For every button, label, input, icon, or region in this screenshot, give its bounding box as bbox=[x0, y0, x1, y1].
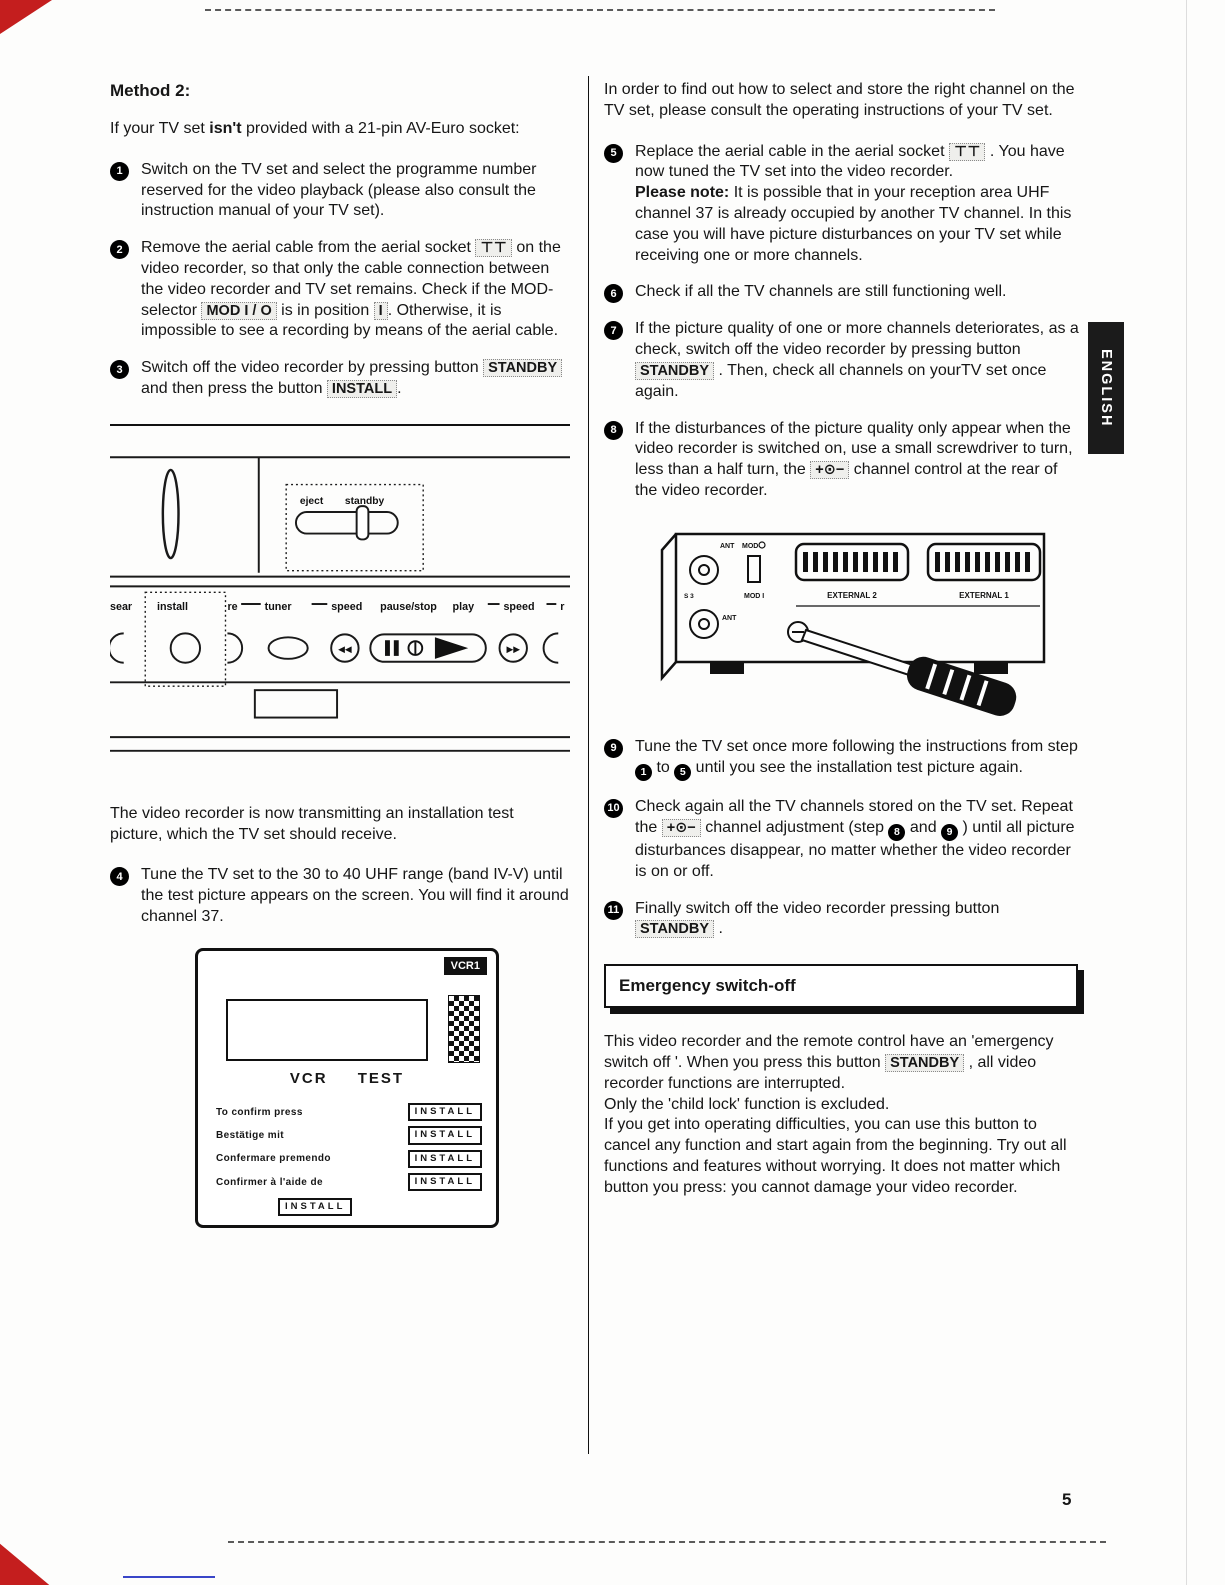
step-ref-badge: 9 bbox=[941, 824, 958, 841]
scan-red-corner-top bbox=[0, 0, 52, 34]
pause-stop-label: pause/stop bbox=[380, 600, 437, 613]
intro-paragraph: If your TV set isn't provided with a 21-pin AV-Euro socket: bbox=[110, 120, 520, 138]
ant-label-bottom: ANT bbox=[722, 614, 737, 622]
install-button-box-bottom: INSTALL bbox=[278, 1198, 352, 1216]
step-number-badge: 11 bbox=[604, 901, 623, 920]
confirm-row bbox=[216, 1103, 482, 1121]
play-icon bbox=[435, 637, 468, 659]
antenna-socket-top bbox=[690, 556, 718, 584]
play-label: play bbox=[452, 600, 475, 613]
fast-forward-icon: ▶▶ bbox=[506, 643, 520, 654]
external-2-label: EXTERNAL 2 bbox=[827, 590, 877, 600]
emergency-switch-off-heading-box bbox=[604, 964, 1078, 1008]
transmit-note: The video recorder is now transmitting an installation test picture, which the TV set should receive. bbox=[110, 804, 514, 843]
mod-i-label: MOD I bbox=[744, 592, 765, 600]
device-button-badge: STANDBY bbox=[635, 362, 714, 380]
install-button-box: INSTALL bbox=[408, 1150, 482, 1168]
device-button-badge: +⊙− bbox=[662, 819, 701, 837]
step-5 bbox=[604, 142, 1082, 267]
eject-label: eject bbox=[299, 496, 324, 508]
step-10 bbox=[604, 797, 1082, 883]
mod-label-top: MOD bbox=[742, 542, 759, 550]
install-button-box: INSTALL bbox=[408, 1126, 482, 1144]
panel-icons bbox=[338, 637, 520, 659]
step-text: Switch on the TV set and select the programme number reserved for the video playback (please also consult the instruction manual of your TV set). bbox=[141, 160, 537, 220]
cassette-slot bbox=[163, 470, 179, 558]
scan-red-corner-bottom bbox=[0, 1526, 58, 1585]
step-text: Check again all the TV channels stored on the TV set. Repeat the +⊙− channel adjustment (step 8 and 9 ) until all picture disturbances disappear, no matter whether the video recorder is on or off. bbox=[635, 797, 1075, 880]
step-ref-badge: 5 bbox=[674, 764, 691, 781]
s3-label: S 3 bbox=[684, 592, 694, 600]
step-text: Replace the aerial cable in the aerial socket ⊤⊤ . You have now tuned the TV set into the video recorder. Please note: It is possible that in your reception area UHF channel 37 is already occupied by another TV channel. In this case you will have picture disturbances on your TV set while receiving one or more channels. bbox=[635, 142, 1072, 264]
standby-label: standby bbox=[344, 496, 385, 508]
section-heading: Method 2: bbox=[110, 81, 191, 100]
emphasis-text: isn't bbox=[209, 120, 242, 138]
confirm-label-de: Bestätige mit bbox=[216, 1129, 284, 1141]
standby-button-shape bbox=[296, 512, 398, 534]
column-divider bbox=[588, 76, 589, 1454]
confirm-row bbox=[216, 1150, 482, 1168]
step-number-badge: 3 bbox=[110, 360, 129, 379]
screwdriver-shaft bbox=[802, 630, 916, 676]
test-pattern-box bbox=[226, 999, 428, 1061]
device-button-badge: INSTALL bbox=[327, 380, 397, 398]
external-1-label: EXTERNAL 1 bbox=[959, 590, 1009, 600]
confirm-label-fr: Confirmer à l'aide de bbox=[216, 1176, 323, 1188]
step-text: If the picture quality of one or more channels deteriorates, as a check, switch off the video recorder by pressing button STANDBY . Then, check all channels on yourTV set once again. bbox=[635, 320, 1079, 400]
edge-button-right bbox=[544, 633, 559, 662]
step-text: Finally switch off the video recorder pressing button STANDBY . bbox=[635, 899, 1000, 938]
antenna-sockets bbox=[690, 542, 808, 642]
step-number-badge: 8 bbox=[604, 421, 623, 440]
page-edge-shadow bbox=[1186, 0, 1187, 1585]
step-number-badge: 7 bbox=[604, 321, 623, 340]
vcr-rear-panel-diagram bbox=[648, 518, 1068, 723]
device-button-badge: I bbox=[374, 302, 388, 320]
speed-label: speed bbox=[503, 600, 535, 613]
tv-test-screen-diagram bbox=[195, 948, 499, 1228]
rec-label: r bbox=[560, 600, 565, 613]
device-button-badge: ⊤⊤ bbox=[949, 143, 986, 161]
antenna-socket-bottom bbox=[690, 610, 718, 638]
right-column bbox=[604, 80, 1082, 1219]
step-6 bbox=[604, 282, 1082, 303]
step-number-badge: 10 bbox=[604, 799, 623, 818]
separator-line bbox=[110, 424, 570, 426]
checker-pattern bbox=[448, 995, 480, 1063]
step-3 bbox=[110, 358, 570, 400]
record-label: re bbox=[227, 600, 238, 613]
step-number-badge: 6 bbox=[604, 284, 623, 303]
step-text: Tune the TV set to the 30 to 40 UHF range (band IV-V) until the test picture appears on the screen. You will find it around channel 37. bbox=[141, 866, 569, 926]
step-number-badge: 1 bbox=[110, 162, 129, 181]
pause-icon bbox=[394, 640, 399, 656]
step-text: Tune the TV set once more following the instructions from step 1 to 5 until you see the installation test picture again. bbox=[635, 737, 1082, 781]
confirm-row bbox=[216, 1126, 482, 1144]
step-7 bbox=[604, 319, 1082, 402]
tuner-label: tuner bbox=[264, 600, 292, 613]
step-1 bbox=[110, 160, 570, 222]
left-column bbox=[110, 80, 570, 1228]
device-button-badge: ⊤⊤ bbox=[475, 239, 512, 257]
scart-external-1 bbox=[928, 544, 1040, 580]
step-2 bbox=[110, 238, 570, 342]
page-number: 5 bbox=[1062, 1490, 1072, 1509]
edge-button-partial bbox=[227, 633, 242, 662]
confirm-label-en: To confirm press bbox=[216, 1106, 303, 1118]
step-4 bbox=[110, 865, 570, 927]
emphasis-text: Please note: bbox=[635, 184, 730, 202]
language-tab-english bbox=[1088, 322, 1124, 454]
emergency-heading: Emergency switch-off bbox=[619, 976, 796, 996]
device-button-badge: STANDBY bbox=[483, 359, 562, 377]
vcr1-channel-label: VCR1 bbox=[444, 957, 487, 975]
confirm-row bbox=[216, 1173, 482, 1191]
device-button-badge: STANDBY bbox=[885, 1054, 964, 1072]
tuner-button-shape bbox=[269, 637, 308, 659]
install-button-shape bbox=[171, 633, 200, 662]
scart-pins bbox=[803, 552, 1030, 572]
standby-button-tab bbox=[357, 506, 369, 539]
mod-switch bbox=[748, 556, 760, 582]
step-number-badge: 2 bbox=[110, 240, 129, 259]
step-ref-badge: 1 bbox=[635, 764, 652, 781]
vcr-test-title: VCR TEST bbox=[289, 1069, 405, 1087]
pause-icon bbox=[385, 640, 390, 656]
scart-external-2 bbox=[796, 544, 908, 580]
step-number-badge: 5 bbox=[604, 144, 623, 163]
step-ref-badge: 8 bbox=[888, 824, 905, 841]
screwdriver-illustration bbox=[802, 630, 1020, 720]
rewind-icon: ◀◀ bbox=[338, 643, 352, 654]
confirm-rows bbox=[216, 1103, 482, 1196]
step-11 bbox=[604, 899, 1082, 941]
device-button-badge: STANDBY bbox=[635, 920, 714, 938]
right-intro-paragraph: In order to find out how to select and store the right channel on the TV set, please consult the operating instructions of your TV set. bbox=[604, 81, 1075, 119]
speed-label: speed bbox=[331, 600, 363, 613]
step-8 bbox=[604, 419, 1082, 502]
scan-blue-mark bbox=[123, 1576, 215, 1578]
language-tab-label: ENGLISH bbox=[1098, 348, 1114, 428]
front-flap bbox=[255, 690, 337, 717]
install-button-box: INSTALL bbox=[408, 1103, 482, 1121]
vcr-front-panel-diagram bbox=[110, 444, 570, 766]
step-text: If the disturbances of the picture quality only appear when the video recorder is switched on, use a small screwdriver to turn, less than a half turn, the +⊙− channel control at the rear of the video recorder. bbox=[635, 419, 1073, 499]
edge-button-left bbox=[110, 633, 124, 662]
step-number-badge: 9 bbox=[604, 739, 623, 758]
device-button-badge: +⊙− bbox=[810, 461, 849, 479]
install-button-box: INSTALL bbox=[408, 1173, 482, 1191]
scan-edge-dash-bottom bbox=[228, 1541, 1106, 1543]
device-button-badge: MOD I / O bbox=[201, 302, 276, 320]
emergency-body-paragraph: This video recorder and the remote control have an 'emergency switch off '. When you press this button STANDBY , all video recorder functions are interrupted. Only the 'child lock' function is excluded. If you get into operating difficulties, you can use this button to cancel any function and start again from the beginning. Try out all functions and features without worrying. It does not matter which button you press: you cannot damage your video recorder. bbox=[604, 1033, 1067, 1196]
install-label: install bbox=[156, 600, 189, 613]
step-9 bbox=[604, 737, 1082, 781]
step-number-badge: 4 bbox=[110, 867, 129, 886]
scan-edge-dash-top bbox=[205, 9, 995, 11]
step-text: Remove the aerial cable from the aerial socket ⊤⊤ on the video recorder, so that only the cable connection between the video recorder and TV set remains. Check if the MOD-selector MOD I / O is in position I . Otherwise, it is impossible to see a recording by means of the aerial cable. bbox=[141, 239, 561, 340]
search-label: sear bbox=[110, 600, 133, 613]
confirm-label-it: Confermare premendo bbox=[216, 1153, 331, 1165]
step-text: Switch off the video recorder by pressing button STANDBY and then press the button INSTALL . bbox=[141, 358, 570, 400]
ant-label-top: ANT bbox=[720, 542, 735, 550]
step-text: Check if all the TV channels are still functioning well. bbox=[635, 283, 1007, 301]
